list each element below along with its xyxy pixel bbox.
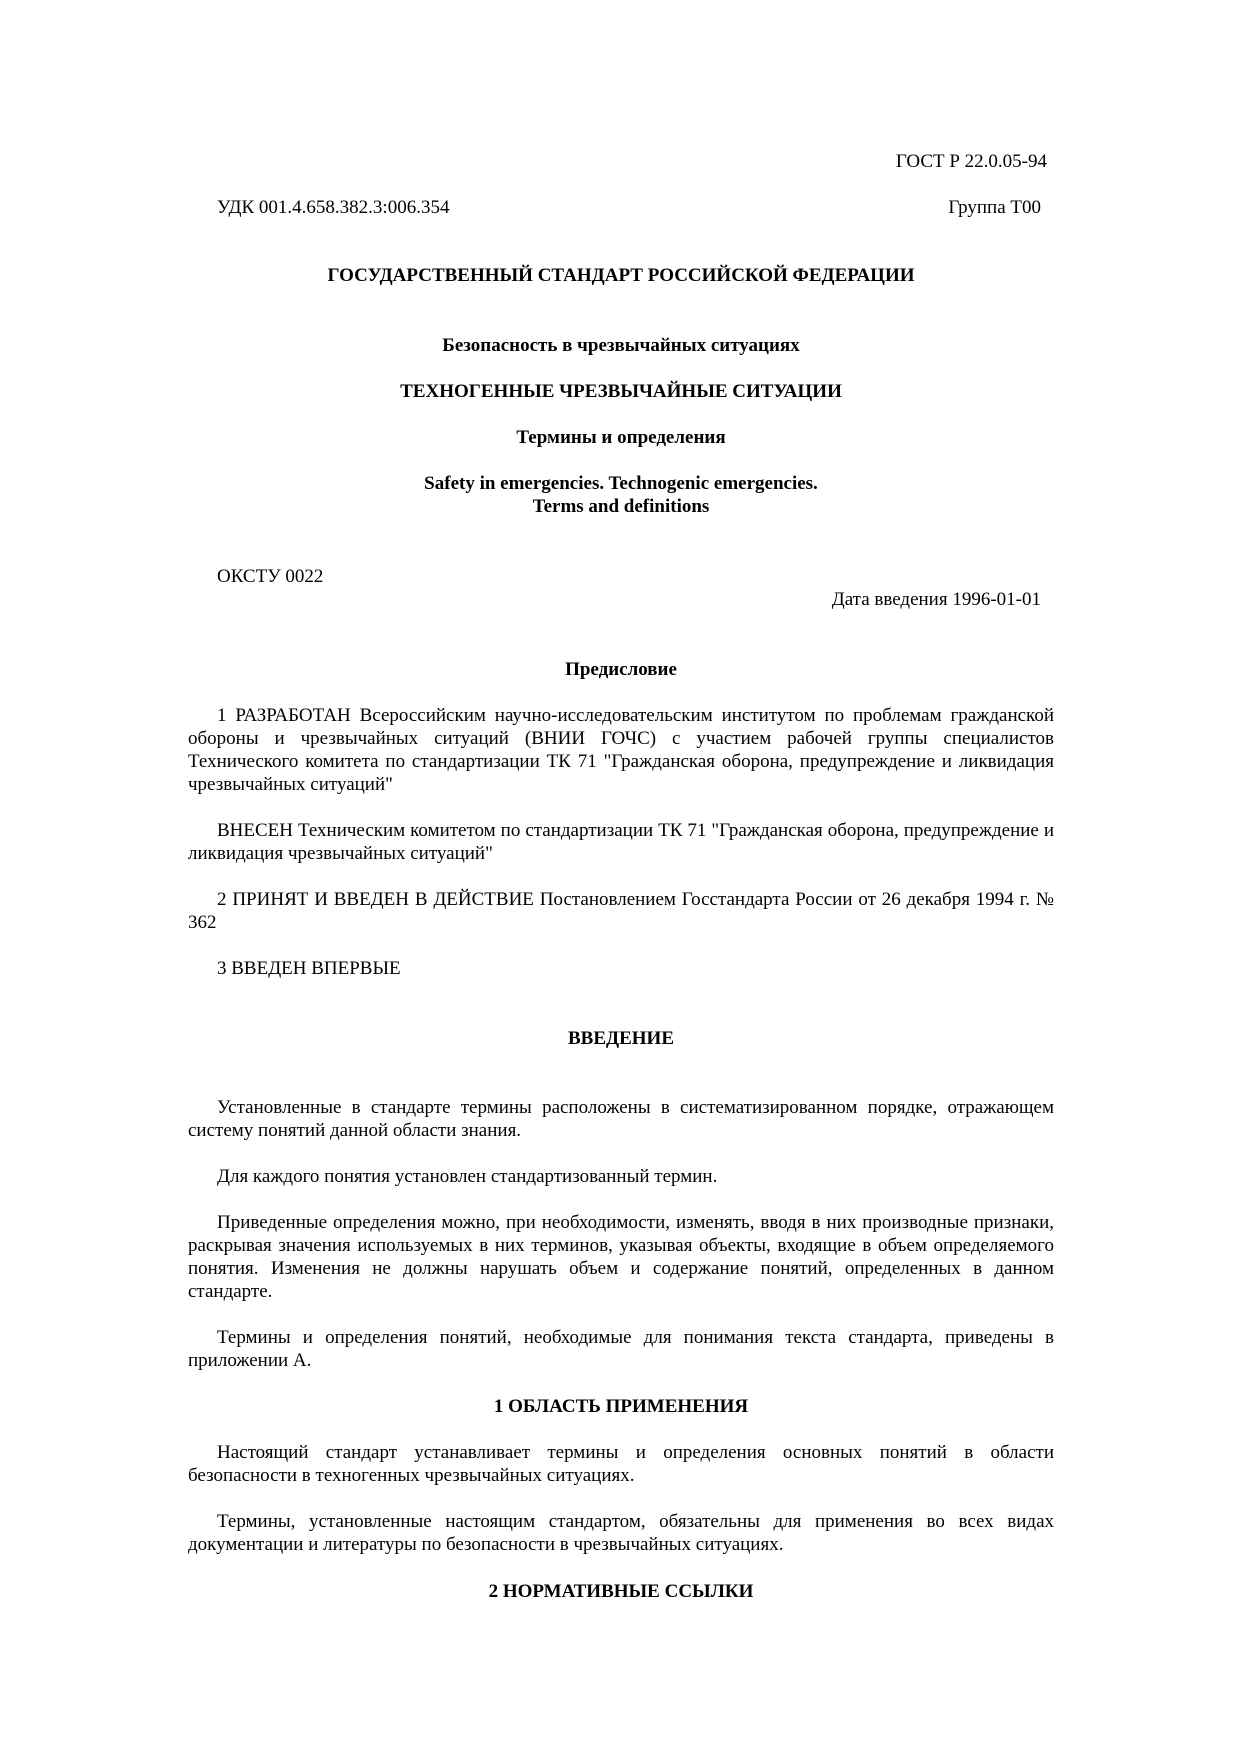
scope-heading: 1 ОБЛАСТЬ ПРИМЕНЕНИЯ: [493, 1396, 749, 1417]
introduction-paragraph-3: Приведенные определения можно, при необходимости, изменять, вводя в них производные признаки, раскрывая значения используемых в них терминов, указывая объекты, входящие в объем определяемого понятия. Изменения не должны нарушать объем и содержание понятий, определенных в данном стандарте.: [188, 1212, 1054, 1302]
foreword-paragraph-introduced: ВНЕСЕН Техническим комитетом по стандартизации ТК 71 "Гражданская оборона, предупреждение и ликвидация чрезвычайных ситуаций": [188, 820, 1054, 864]
foreword-heading: Предисловие: [565, 659, 677, 680]
okstu-code: ОКСТУ 0022: [217, 566, 324, 587]
introduction-paragraph-2: Для каждого понятия установлен стандартизованный термин.: [217, 1166, 718, 1187]
udk-code: УДК 001.4.658.382.3:006.354: [217, 197, 450, 218]
foreword-paragraph-developed: 1 РАЗРАБОТАН Всероссийским научно-исследовательским институтом по проблемам гражданской обороны и чрезвычайных ситуаций (ВНИИ ГОЧС) с участием рабочей группы специалистов Технического комитета по стандартизации ТК 71 "Гражданская оборона, предупреждение и ликвидация чрезвычайных ситуаций": [188, 705, 1054, 795]
subtitle: Термины и определения: [516, 427, 726, 448]
scope-paragraph-2: Термины, установленные настоящим стандартом, обязательны для применения во всех видах документации и литературы по безопасности в чрезвычайных ситуациях.: [188, 1511, 1054, 1555]
series-title: Безопасность в чрезвычайных ситуациях: [442, 335, 800, 356]
references-heading: 2 НОРМАТИВНЫЕ ССЫЛКИ: [488, 1581, 754, 1602]
state-standard-title: ГОСУДАРСТВЕННЫЙ СТАНДАРТ РОССИЙСКОЙ ФЕДЕРАЦИИ: [327, 265, 915, 286]
foreword-paragraph-first-introduced: 3 ВВЕДЕН ВПЕРВЫЕ: [217, 958, 401, 979]
foreword-paragraph-adopted: 2 ПРИНЯТ И ВВЕДЕН В ДЕЙСТВИЕ Постановлением Госстандарта России от 26 декабря 1994 г. № 362: [188, 889, 1054, 933]
introduction-paragraph-1: Установленные в стандарте термины расположены в систематизированном порядке, отражающем систему понятий данной области знания.: [188, 1097, 1054, 1141]
introduction-heading: ВВЕДЕНИЕ: [568, 1028, 674, 1049]
effective-date: Дата введения 1996-01-01: [831, 589, 1041, 610]
english-title-line1: Safety in emergencies. Technogenic emergencies.: [424, 473, 818, 494]
group-code: Группа Т00: [948, 197, 1041, 218]
main-title: ТЕХНОГЕННЫЕ ЧРЕЗВЫЧАЙНЫЕ СИТУАЦИИ: [400, 381, 842, 402]
english-title-line2: Terms and definitions: [532, 496, 710, 517]
gost-number: ГОСТ Р 22.0.05-94: [895, 151, 1047, 172]
scope-paragraph-1: Настоящий стандарт устанавливает термины и определения основных понятий в области безопасности в техногенных чрезвычайных ситуациях.: [188, 1442, 1054, 1486]
introduction-paragraph-4: Термины и определения понятий, необходимые для понимания текста стандарта, приведены в приложении А.: [188, 1327, 1054, 1371]
